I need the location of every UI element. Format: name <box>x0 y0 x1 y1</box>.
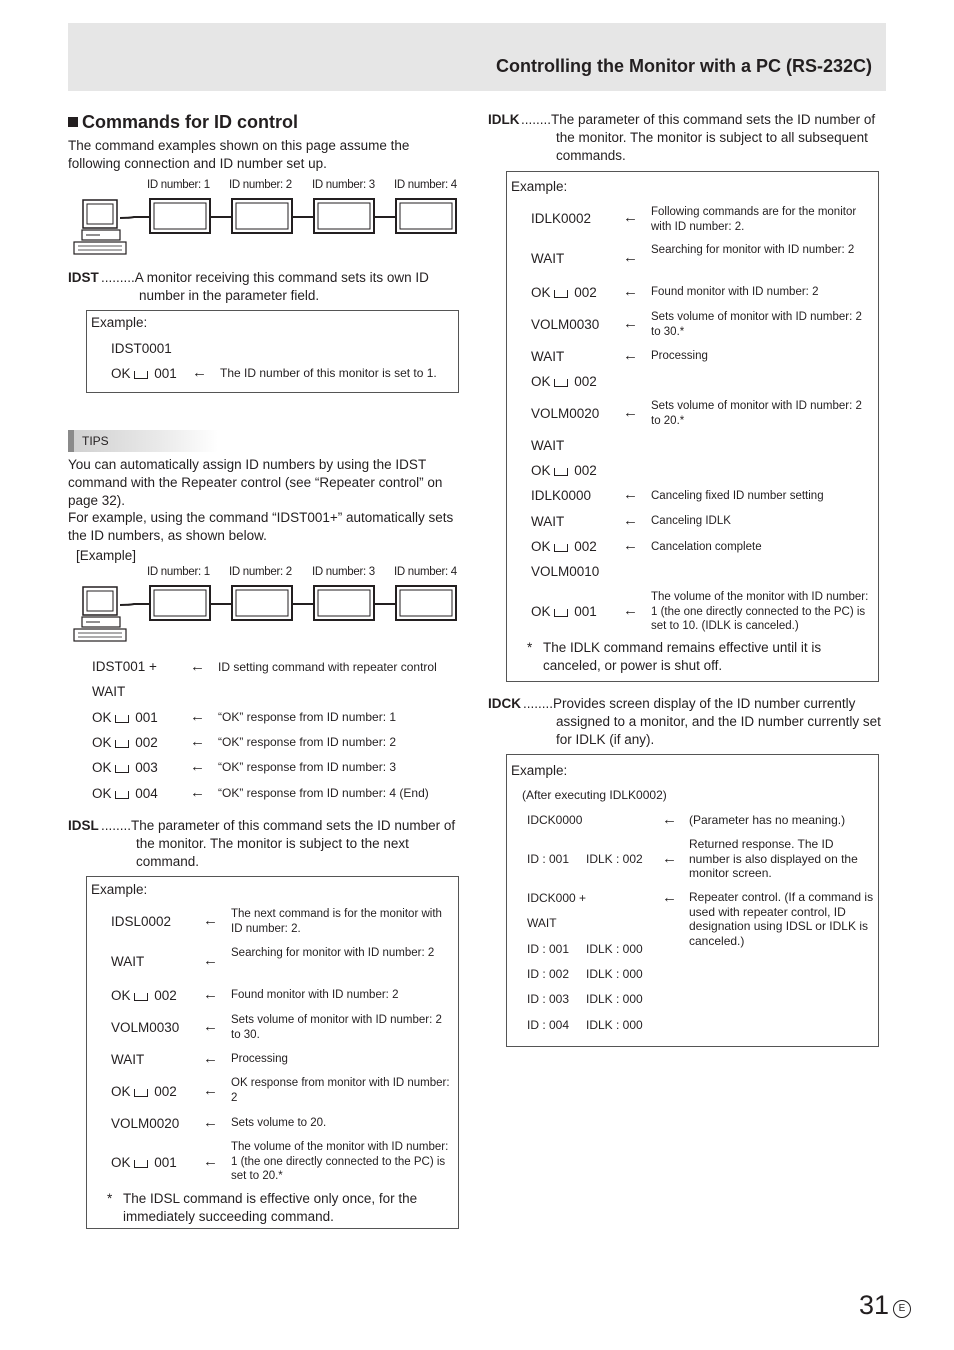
idlk-row-note: Searching for monitor with ID number: 2 <box>651 244 855 256</box>
left-arrow-icon: ← <box>190 784 205 801</box>
idsl-row-cmd: IDSL0002 <box>111 914 172 929</box>
tips-row-note: “OK” response from ID number: 2 <box>218 735 397 749</box>
tips-row-cmd: IDST001 + <box>92 659 157 674</box>
idlk-row-note: Following commands are for the monitor with ID number: 2. <box>651 206 857 233</box>
idck-wait: WAIT <box>527 916 557 930</box>
left-arrow-icon: ← <box>203 912 218 929</box>
left-arrow-icon: ← <box>192 364 207 381</box>
idck-desc-text: ........Provides screen display of the ID number currently assigned to a monitor, and the ID number currently set for IDLK (if any). <box>523 696 881 747</box>
idst-line-1: IDST0001 <box>111 341 172 356</box>
idlk-command: IDLK <box>488 112 520 127</box>
idlk-description <box>488 111 888 165</box>
idsl-row-note: OK response from monitor with ID number: 2 <box>231 1077 450 1104</box>
idck-list-id: ID : 004 <box>527 1018 570 1032</box>
tips-paragraph-2: For example, using the command “IDST001+” automatically sets the ID numbers, as shown below. <box>68 510 454 543</box>
left-arrow-icon: ← <box>203 1153 218 1170</box>
id-label-2: ID number: 2 <box>229 179 292 191</box>
left-arrow-icon: ← <box>203 1050 218 1067</box>
example-label: Example: <box>511 763 568 778</box>
idck-row3-note: Repeater control. (If a command is used with repeater control, ID designation using IDSL or IDLK is canceled.) <box>689 890 874 948</box>
ok-text: OK <box>111 1084 131 1099</box>
left-arrow-icon: ← <box>203 952 218 969</box>
left-arrow-icon: ← <box>623 404 638 421</box>
id-label-1: ID number: 1 <box>147 179 210 191</box>
left-arrow-icon: ← <box>623 486 638 503</box>
id-number: 001 <box>574 604 597 619</box>
id-number: 002 <box>154 1084 177 1099</box>
ok-text: OK <box>531 539 551 554</box>
left-arrow-icon: ← <box>203 1082 218 1099</box>
idlk-row-cmd <box>531 538 597 556</box>
idsl-example-box <box>86 876 459 1229</box>
space-symbol-icon <box>134 1089 148 1097</box>
idsl-row-note: The volume of the monitor with ID number: 1 (the one directly connected to the PC) is set to 20.* <box>231 1141 449 1182</box>
idlk-row-cmd: WAIT <box>531 349 565 364</box>
idlk-row-note: Cancelation complete <box>651 541 762 553</box>
left-arrow-icon: ← <box>662 889 677 906</box>
idst-desc-text: .........A monitor receiving this command sets its own ID number in the parameter field. <box>101 270 429 303</box>
left-arrow-icon: ← <box>203 986 218 1003</box>
left-arrow-icon: ← <box>190 658 205 675</box>
id-number: 002 <box>574 374 597 389</box>
language-badge: E <box>893 1300 911 1318</box>
id-label-3: ID number: 3 <box>312 566 375 578</box>
idlk-row-note: Sets volume of monitor with ID number: 2 to 30.* <box>651 311 862 338</box>
idlk-row-note: Sets volume of monitor with ID number: 2 to 20.* <box>651 400 862 427</box>
id-number: 001 <box>154 366 177 381</box>
idsl-row-cmd <box>111 987 177 1005</box>
idsl-row-cmd <box>111 1083 177 1101</box>
space-symbol-icon <box>134 371 148 379</box>
left-arrow-icon: ← <box>662 850 677 867</box>
idsl-row-note: Searching for monitor with ID number: 2 <box>231 947 435 959</box>
page-header-title: Controlling the Monitor with a PC (RS-232C) <box>496 56 872 76</box>
space-symbol-icon <box>554 468 568 476</box>
ok-text: OK <box>111 1155 131 1170</box>
bullet-square-icon <box>68 117 78 127</box>
id-number: 002 <box>574 285 597 300</box>
idlk-row-cmd: VOLM0010 <box>531 564 600 579</box>
idsl-row-cmd: VOLM0030 <box>111 1020 180 1035</box>
idsl-row-note: Sets volume to 20. <box>231 1117 327 1129</box>
tips-example-rows <box>92 658 472 808</box>
space-symbol-icon <box>554 544 568 552</box>
idlk-row-cmd <box>531 373 597 391</box>
idsl-row-note: Processing <box>231 1053 288 1065</box>
left-arrow-icon: ← <box>623 347 638 364</box>
footnote-star: * <box>527 640 533 655</box>
section-title-text: Commands for ID control <box>82 112 299 132</box>
intro-text: The command examples shown on this page assume the following connection and ID number set up. <box>68 138 410 171</box>
pc-and-monitors-icon <box>70 583 470 645</box>
id-number: 002 <box>135 735 158 750</box>
id-number: 002 <box>574 539 597 554</box>
idck-row2-id: ID : 001 <box>527 852 570 866</box>
idck-row1-note: (Parameter has no meaning.) <box>689 813 846 827</box>
left-arrow-icon: ← <box>623 249 638 266</box>
left-arrow-icon: ← <box>623 209 638 226</box>
idlk-row-note: The volume of the monitor with ID number: 1 (the one directly connected to the PC) is set to 10. (IDLK is canceled.) <box>651 591 869 632</box>
space-symbol-icon <box>554 609 568 617</box>
idst-line-2 <box>111 365 177 383</box>
id-number: 002 <box>574 463 597 478</box>
idlk-desc-text: ........The parameter of this command sets the ID number of the monitor. The monitor is subject to all subsequent commands. <box>521 112 876 163</box>
pc-and-monitors-icon <box>70 196 470 258</box>
space-symbol-icon <box>554 379 568 387</box>
idck-command: IDCK <box>488 696 521 711</box>
idlk-row-cmd <box>531 603 597 621</box>
space-symbol-icon <box>115 765 129 773</box>
idck-row1-cmd: IDCK0000 <box>527 813 583 827</box>
idck-list-id: ID : 002 <box>527 967 570 981</box>
ok-text: OK <box>92 735 112 750</box>
id-number: 002 <box>154 988 177 1003</box>
idsl-row-note: The next command is for the monitor with ID number: 2. <box>231 908 442 935</box>
tips-example-label: [Example] <box>76 548 137 563</box>
ok-text: OK <box>531 604 551 619</box>
left-arrow-icon: ← <box>623 315 638 332</box>
idlk-row-note: Found monitor with ID number: 2 <box>651 286 819 298</box>
ok-text: OK <box>111 988 131 1003</box>
tips-row-cmd <box>92 709 158 727</box>
tips-row-note: “OK” response from ID number: 4 (End) <box>218 786 429 800</box>
ok-text: OK <box>531 285 551 300</box>
id-label-1: ID number: 1 <box>147 566 210 578</box>
idlk-row-note: Canceling IDLK <box>651 515 731 527</box>
ok-text: OK <box>111 366 131 381</box>
left-arrow-icon: ← <box>203 1018 218 1035</box>
id-label-4: ID number: 4 <box>394 179 457 191</box>
idck-list-id: ID : 003 <box>527 992 570 1006</box>
idck-after-note: (After executing IDLK0002) <box>522 788 667 802</box>
left-arrow-icon: ← <box>623 283 638 300</box>
tips-row-note: “OK” response from ID number: 3 <box>218 760 397 774</box>
space-symbol-icon <box>115 715 129 723</box>
idck-row2-idlk: IDLK : 002 <box>586 852 643 866</box>
idck-row3-cmd: IDCK000 + <box>527 891 587 905</box>
left-arrow-icon: ← <box>203 1114 218 1131</box>
idsl-description <box>68 817 468 871</box>
id-label-3: ID number: 3 <box>312 179 375 191</box>
space-symbol-icon <box>134 993 148 1001</box>
idck-description <box>488 695 888 749</box>
idck-list-idlk: IDLK : 000 <box>586 942 643 956</box>
example-label: Example: <box>91 315 148 330</box>
ok-text: OK <box>92 710 112 725</box>
example-label: Example: <box>91 882 148 897</box>
idsl-desc-text: ........The parameter of this command sets the ID number of the monitor. The monitor is subject to the next command. <box>101 818 456 869</box>
idsl-row-note: Found monitor with ID number: 2 <box>231 989 399 1001</box>
idlk-row-cmd: IDLK0000 <box>531 488 592 503</box>
ok-text: OK <box>92 760 112 775</box>
connection-diagram-2 <box>68 563 468 648</box>
idsl-row-cmd: VOLM0020 <box>111 1116 180 1131</box>
idsl-row-cmd <box>111 1154 177 1172</box>
left-arrow-icon: ← <box>623 512 638 529</box>
idst-description <box>68 269 468 305</box>
tips-row-cmd <box>92 734 158 752</box>
space-symbol-icon <box>115 740 129 748</box>
idlk-row-cmd: WAIT <box>531 514 565 529</box>
idlk-row-cmd <box>531 284 597 302</box>
left-arrow-icon: ← <box>623 537 638 554</box>
left-arrow-icon: ← <box>190 733 205 750</box>
idsl-row-cmd: WAIT <box>111 954 145 969</box>
tips-paragraph-1: You can automatically assign ID numbers by using the IDST command with the Repeater control (see “Repeater control” on page 32). <box>68 457 443 508</box>
idlk-example-box <box>506 171 879 682</box>
ok-text: OK <box>531 463 551 478</box>
idlk-row-cmd: IDLK0002 <box>531 211 592 226</box>
idck-list-idlk: IDLK : 000 <box>586 1018 643 1032</box>
ok-text: OK <box>92 786 112 801</box>
ok-text: OK <box>531 374 551 389</box>
id-label-2: ID number: 2 <box>229 566 292 578</box>
tips-label: TIPS <box>82 434 109 448</box>
tips-row-cmd <box>92 759 158 777</box>
page-number <box>859 1290 911 1321</box>
idck-list-idlk: IDLK : 000 <box>586 992 643 1006</box>
idsl-row-cmd: WAIT <box>111 1052 145 1067</box>
idck-example-box <box>506 754 879 1047</box>
page-number-value: 31 <box>858 1290 889 1320</box>
id-number: 001 <box>154 1155 177 1170</box>
idlk-row-cmd: VOLM0020 <box>531 406 600 421</box>
idsl-row-note: Sets volume of monitor with ID number: 2 to 30. <box>231 1014 442 1041</box>
idlk-row-cmd: WAIT <box>531 438 565 453</box>
idck-list-id: ID : 001 <box>527 942 570 956</box>
footnote-star: * <box>107 1191 113 1206</box>
tips-row-note: ID setting command with repeater control <box>218 660 437 674</box>
left-arrow-icon: ← <box>190 758 205 775</box>
left-arrow-icon: ← <box>623 602 638 619</box>
idsl-command: IDSL <box>68 818 99 833</box>
idck-list-idlk: IDLK : 000 <box>586 967 643 981</box>
idst-example-box <box>86 310 459 393</box>
idlk-footnote: The IDLK command remains effective until it is canceled, or power is shut off. <box>543 640 822 673</box>
tips-row-cmd <box>92 785 158 803</box>
id-number: 001 <box>135 710 158 725</box>
example-label: Example: <box>511 179 568 194</box>
idsl-footnote: The IDSL command is effective only once, for the immediately succeeding command. <box>123 1191 418 1224</box>
idst-command: IDST <box>68 270 99 285</box>
space-symbol-icon <box>115 791 129 799</box>
id-number: 004 <box>135 786 158 801</box>
space-symbol-icon <box>134 1160 148 1168</box>
left-arrow-icon: ← <box>190 708 205 725</box>
idck-row2-note: Returned response. The ID number is also displayed on the monitor screen. <box>689 837 858 880</box>
tips-row-cmd: WAIT <box>92 684 126 699</box>
idlk-row-cmd: VOLM0030 <box>531 317 600 332</box>
id-label-4: ID number: 4 <box>394 566 457 578</box>
section-title <box>68 112 298 133</box>
connection-diagram <box>68 176 468 261</box>
idlk-row-cmd: WAIT <box>531 251 565 266</box>
left-arrow-icon: ← <box>662 811 677 828</box>
idst-note: The ID number of this monitor is set to 1. <box>220 366 437 380</box>
idlk-row-cmd <box>531 462 597 480</box>
id-number: 003 <box>135 760 158 775</box>
space-symbol-icon <box>554 290 568 298</box>
idlk-row-note: Canceling fixed ID number setting <box>651 490 824 502</box>
tips-marker <box>68 430 74 452</box>
idlk-row-note: Processing <box>651 350 708 362</box>
tips-row-note: “OK” response from ID number: 1 <box>218 710 397 724</box>
